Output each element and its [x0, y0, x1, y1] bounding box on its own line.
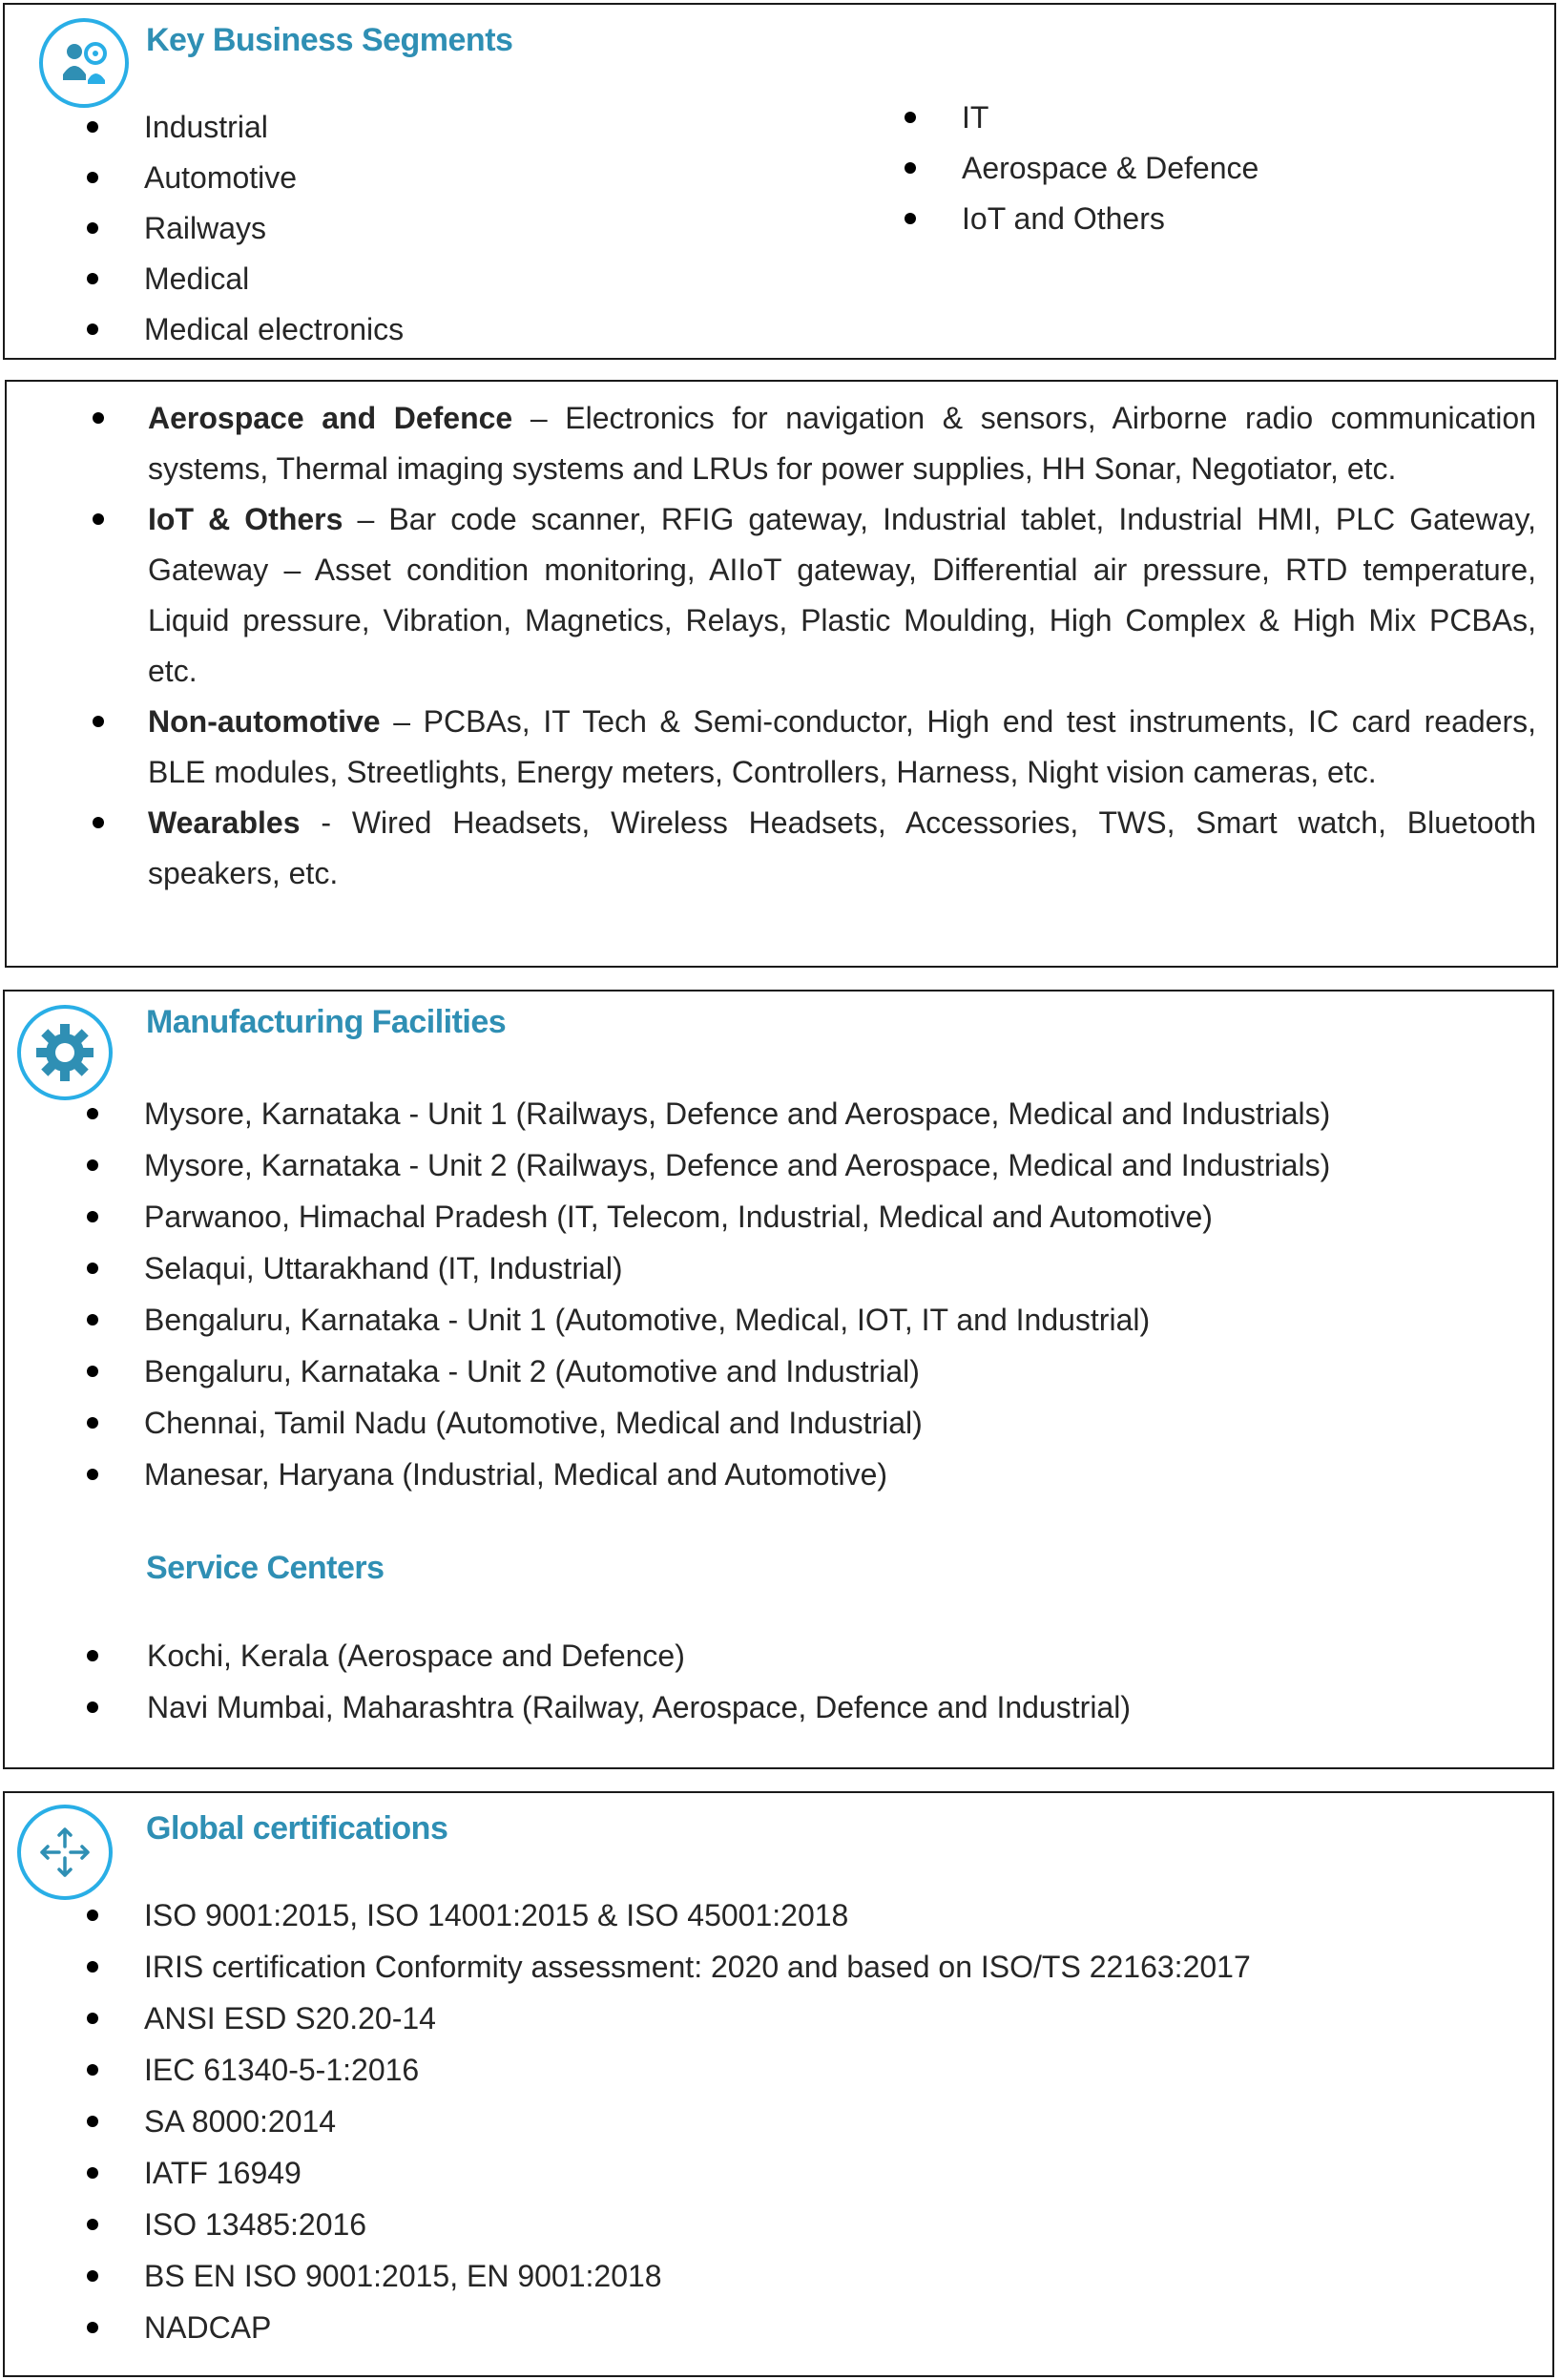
- certification-item: [144, 2257, 662, 2295]
- bullet-icon: [87, 324, 98, 335]
- certification-item: [144, 2154, 302, 2192]
- segment-item: [144, 158, 297, 197]
- bullet-icon: [87, 1961, 98, 1973]
- gear-icon: [17, 1005, 113, 1100]
- segment-item-text: Industrial: [144, 110, 268, 144]
- certification-item-text: BS EN ISO 9001:2015, EN 9001:2018: [144, 2259, 662, 2293]
- certification-item-text: SA 8000:2014: [144, 2104, 337, 2139]
- certification-item-text: ISO 9001:2015, ISO 14001:2015 & ISO 45001:2018: [144, 1898, 849, 1932]
- bullet-icon: [87, 121, 98, 133]
- facility-item-text: Mysore, Karnataka - Unit 1 (Railways, Defence and Aerospace, Medical and Industrials): [144, 1096, 1331, 1131]
- segment-item-text: Medical: [144, 261, 250, 296]
- facility-item-text: Manesar, Haryana (Industrial, Medical and Automotive): [144, 1457, 888, 1492]
- certification-item-text: IEC 61340-5-1:2016: [144, 2053, 420, 2087]
- bullet-icon: [87, 1910, 98, 1921]
- product-category-name: Non-automotive: [148, 704, 381, 739]
- facility-item-text: Mysore, Karnataka - Unit 2 (Railways, Defence and Aerospace, Medical and Industrials): [144, 1148, 1331, 1182]
- product-category-description: PCBAs, IT Tech & Semi-conductor, High end test instruments, IC card readers, BLE modules, Streetlights, Energy meters, Controllers, Harness, Night vision cameras, etc.: [148, 704, 1537, 789]
- segment-item-text: Medical electronics: [144, 312, 405, 346]
- move-arrows-icon: [17, 1805, 113, 1900]
- service-center-item-text: Navi Mumbai, Maharashtra (Railway, Aerospace, Defence and Industrial): [147, 1690, 1131, 1724]
- manufacturing-box: [3, 990, 1554, 1769]
- facility-item: [144, 1095, 1330, 1133]
- service-center-item: [147, 1637, 685, 1675]
- facility-item-text: Parwanoo, Himachal Pradesh (IT, Telecom, Industrial, Medical and Automotive): [144, 1200, 1213, 1234]
- product-category-name: Wearables: [148, 805, 301, 840]
- segment-item-text: IT: [962, 100, 989, 135]
- certification-item-text: IATF 16949: [144, 2156, 302, 2190]
- segment-item: [962, 98, 988, 136]
- segment-item: [962, 199, 1165, 238]
- facility-item: [144, 1301, 1150, 1339]
- product-category-item: [148, 494, 1536, 697]
- bullet-icon: [87, 1469, 98, 1480]
- facility-item: [144, 1146, 1330, 1184]
- product-category-description: Electronics for navigation & sensors, Airborne radio communication systems, Thermal imaging systems and LRUs for power supplies, HH Sonar, Negotiator, etc.: [148, 401, 1537, 486]
- certification-item: [144, 1948, 1251, 1986]
- bullet-icon: [87, 2322, 98, 2333]
- certification-item-text: ISO 13485:2016: [144, 2207, 367, 2242]
- bullet-icon: [87, 1314, 98, 1326]
- bullet-icon: [905, 213, 916, 224]
- bullet-icon: [87, 2219, 98, 2230]
- certification-item-text: NADCAP: [144, 2310, 272, 2345]
- product-category-description: Wired Headsets, Wireless Headsets, Accessories, TWS, Smart watch, Bluetooth speakers, etc.: [148, 805, 1537, 890]
- bullet-icon: [87, 1211, 98, 1222]
- certifications-title: Global certifications: [146, 1810, 448, 1847]
- products-box: [5, 380, 1558, 968]
- segment-item-text: IoT and Others: [962, 201, 1165, 236]
- facility-item-text: Selaqui, Uttarakhand (IT, Industrial): [144, 1251, 623, 1285]
- certification-item-text: IRIS certification Conformity assessment: 2020 and based on ISO/TS 22163:2017: [144, 1950, 1251, 1984]
- product-separator: –: [343, 502, 389, 536]
- certification-item: [144, 2205, 366, 2244]
- certification-item: [144, 1999, 436, 2037]
- bullet-icon: [87, 2013, 98, 2024]
- facility-item: [144, 1352, 920, 1390]
- service-center-item-text: Kochi, Kerala (Aerospace and Defence): [147, 1639, 685, 1673]
- product-separator: -: [300, 805, 352, 840]
- segment-item: [144, 310, 404, 348]
- bullet-icon: [87, 222, 98, 234]
- facility-item: [144, 1198, 1213, 1236]
- bullet-icon: [93, 513, 104, 525]
- certification-item: [144, 2308, 271, 2347]
- bullet-icon: [87, 1108, 98, 1119]
- bullet-icon: [87, 1366, 98, 1377]
- manufacturing-title: Manufacturing Facilities: [146, 1004, 507, 1040]
- segment-item: [144, 260, 249, 298]
- product-category-name: Aerospace and Defence: [148, 401, 513, 435]
- bullet-icon: [87, 2167, 98, 2179]
- product-category-name: IoT & Others: [148, 502, 343, 536]
- bullet-icon: [87, 1159, 98, 1171]
- product-category-item: [148, 697, 1536, 798]
- segment-item-text: Aerospace & Defence: [962, 151, 1259, 185]
- bullet-icon: [93, 716, 104, 727]
- bullet-icon: [905, 112, 916, 123]
- bullet-icon: [87, 1417, 98, 1429]
- bullet-icon: [87, 1701, 98, 1713]
- bullet-icon: [905, 162, 916, 174]
- certification-item: [144, 2051, 419, 2089]
- products-list: [148, 393, 1536, 899]
- product-separator: –: [380, 704, 424, 739]
- segment-item: [962, 149, 1258, 187]
- facility-item-text: Chennai, Tamil Nadu (Automotive, Medical and Industrial): [144, 1406, 923, 1440]
- people-gears-icon: [39, 18, 129, 108]
- facility-item-text: Bengaluru, Karnataka - Unit 2 (Automotive and Industrial): [144, 1354, 920, 1388]
- bullet-icon: [87, 2116, 98, 2127]
- product-category-item: [148, 393, 1536, 494]
- segment-item-text: Automotive: [144, 160, 298, 195]
- bullet-icon: [93, 412, 104, 424]
- certifications-box: [3, 1791, 1554, 2377]
- product-category-item: [148, 798, 1536, 899]
- facility-item: [144, 1455, 887, 1493]
- segment-item-text: Railways: [144, 211, 267, 245]
- segment-item: [144, 209, 266, 247]
- product-category-description: Bar code scanner, RFIG gateway, Industrial tablet, Industrial HMI, PLC Gateway, Gateway – Asset condition monitoring, AIIoT gateway, Differential air pressure, RTD temperature, Liquid pressure, Vibration, Magnetics, Relays, Plastic Moulding, High Complex & High Mix PCBAs, etc.: [148, 502, 1537, 688]
- bullet-icon: [87, 2064, 98, 2076]
- bullet-icon: [87, 2270, 98, 2282]
- certification-item-text: ANSI ESD S20.20-14: [144, 2001, 436, 2036]
- service-center-item: [147, 1688, 1131, 1726]
- bullet-icon: [87, 1650, 98, 1661]
- certification-item: [144, 2102, 336, 2140]
- certification-item: [144, 1896, 848, 1934]
- product-separator: –: [512, 401, 566, 435]
- service-centers-title: Service Centers: [146, 1550, 385, 1586]
- bullet-icon: [87, 172, 98, 183]
- facility-item-text: Bengaluru, Karnataka - Unit 1 (Automotive, Medical, IOT, IT and Industrial): [144, 1303, 1151, 1337]
- bullet-icon: [93, 817, 104, 828]
- segment-item: [144, 108, 268, 146]
- key-segments-title: Key Business Segments: [146, 22, 513, 58]
- bullet-icon: [87, 273, 98, 284]
- key-segments-box: [3, 3, 1556, 360]
- facility-item: [144, 1249, 623, 1287]
- bullet-icon: [87, 1263, 98, 1274]
- facility-item: [144, 1404, 923, 1442]
